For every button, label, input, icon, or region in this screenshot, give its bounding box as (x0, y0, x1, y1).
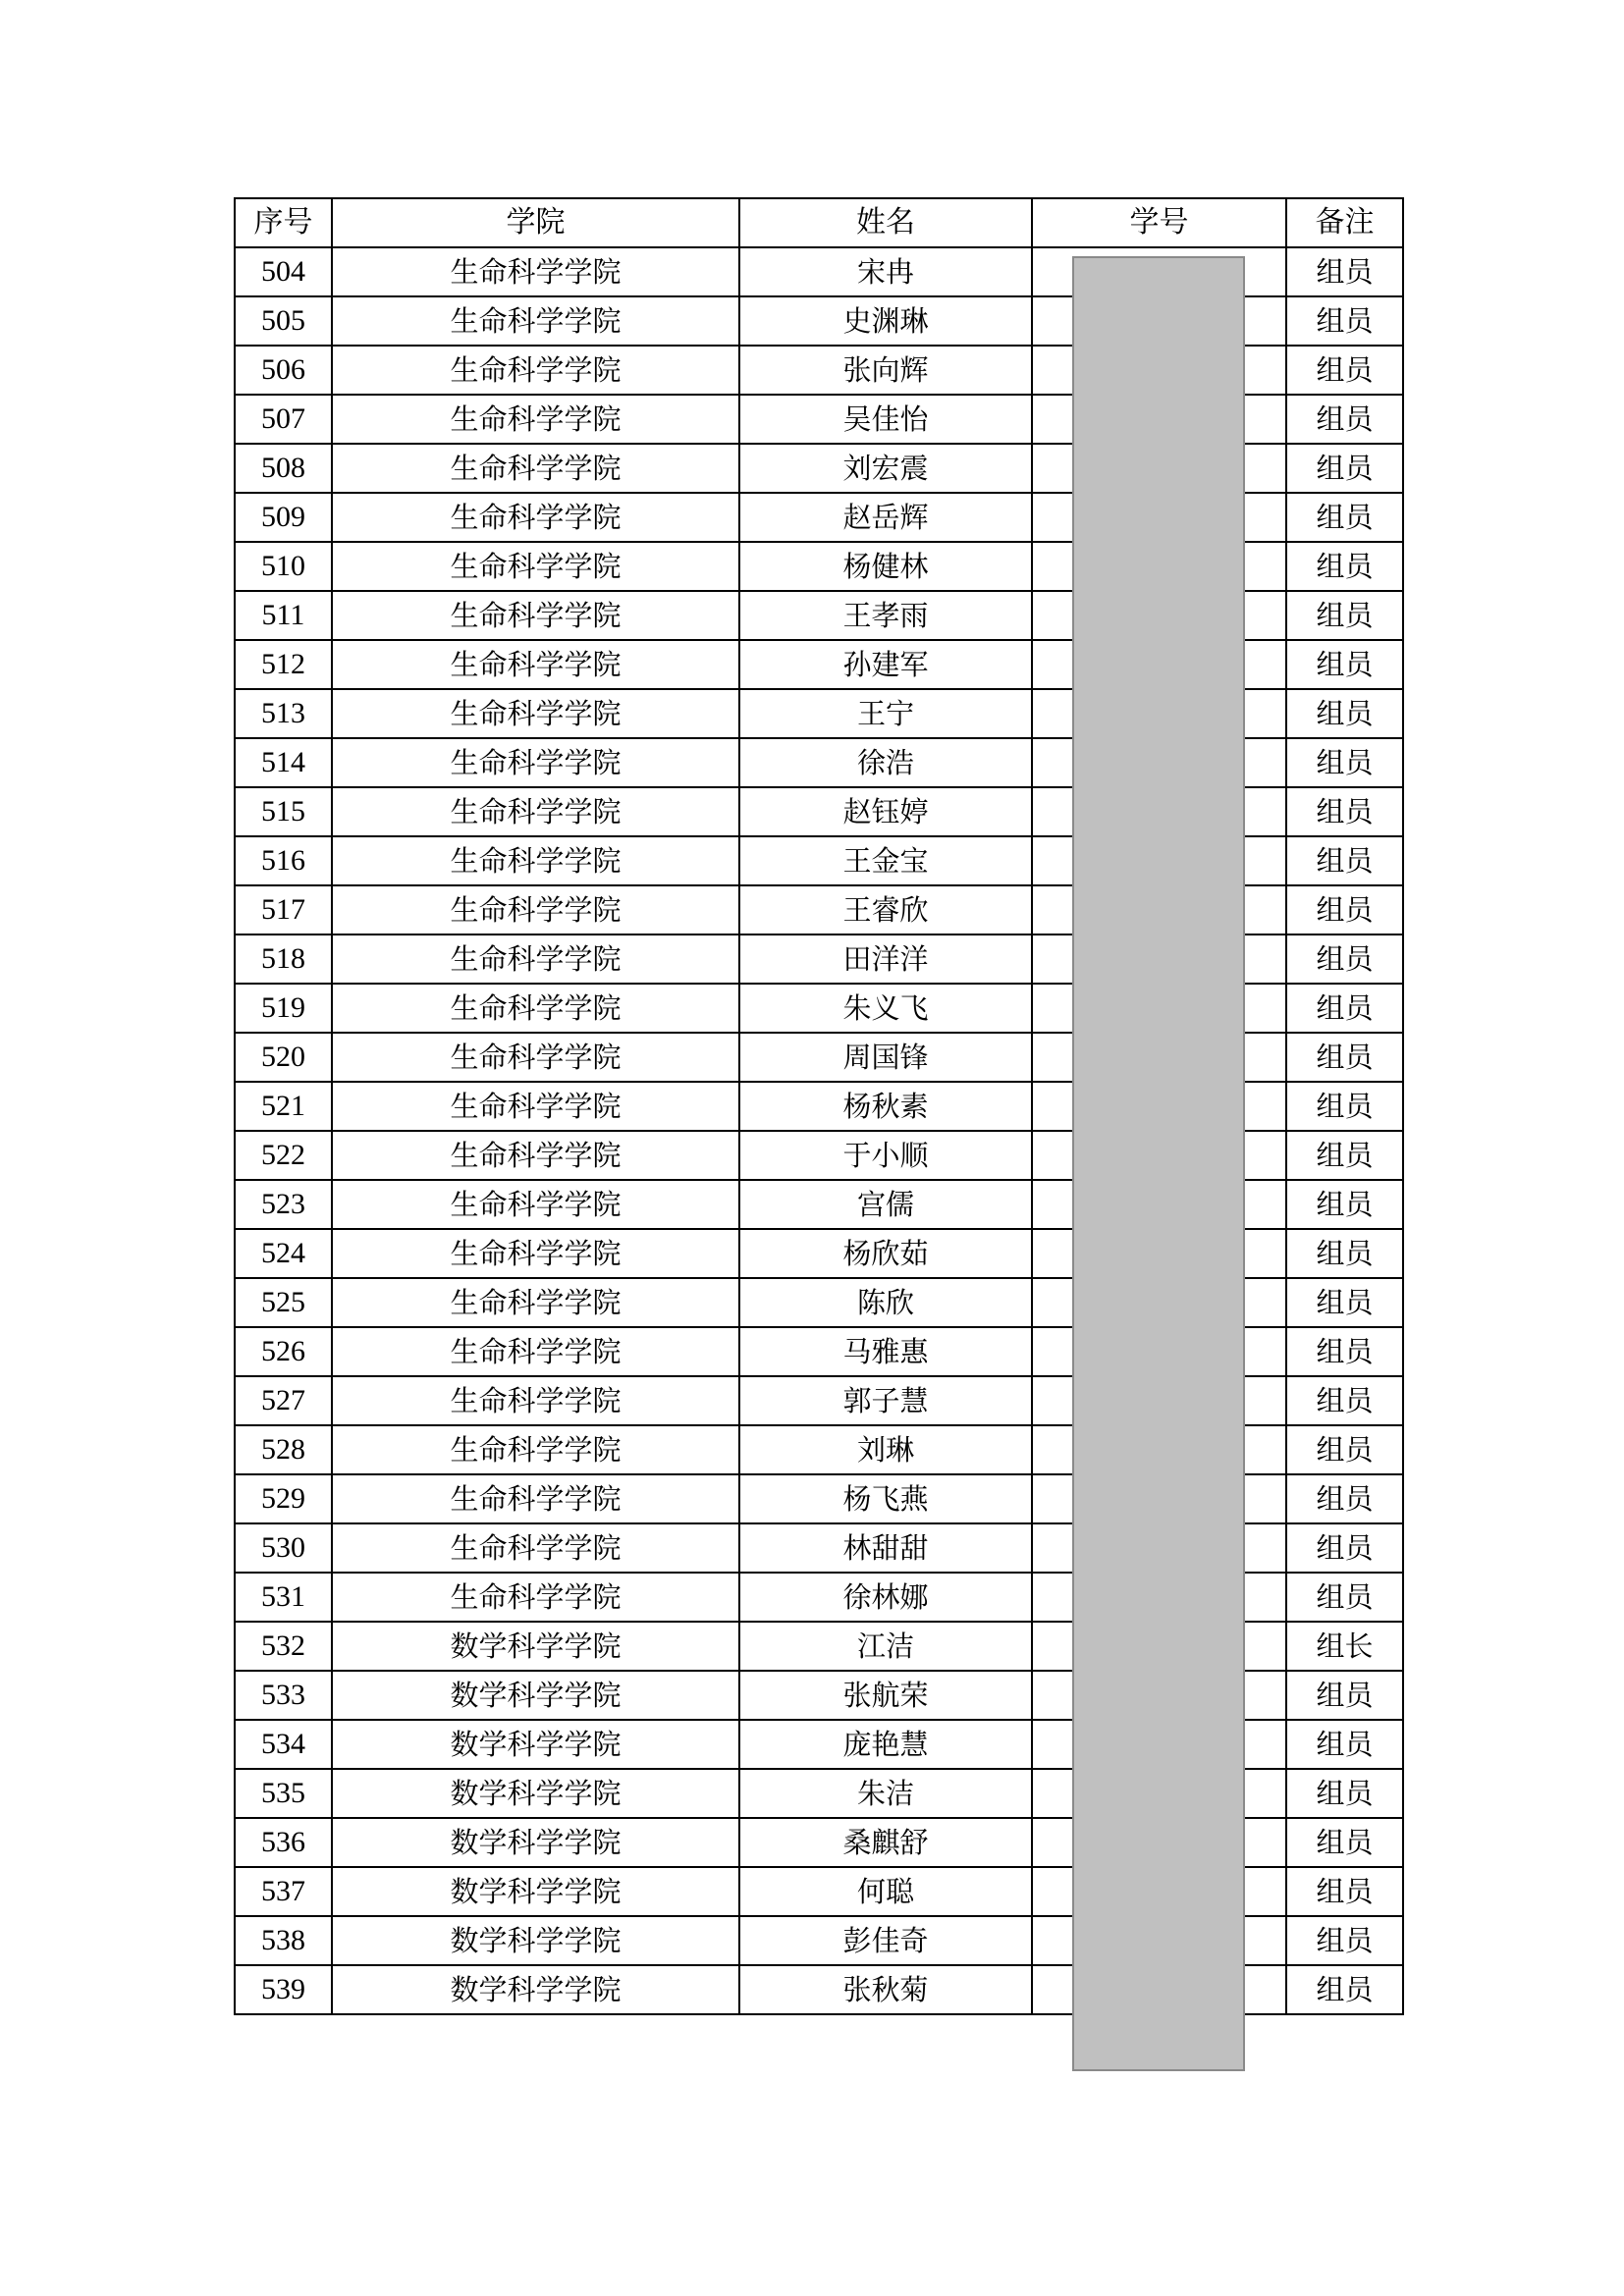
cell-seq: 522 (235, 1131, 332, 1180)
cell-seq: 505 (235, 296, 332, 346)
cell-name: 王金宝 (739, 836, 1032, 885)
cell-seq: 534 (235, 1720, 332, 1769)
cell-note: 组员 (1286, 1523, 1403, 1573)
cell-name: 庞艳慧 (739, 1720, 1032, 1769)
cell-college: 生命科学学院 (332, 1474, 739, 1523)
cell-college: 生命科学学院 (332, 1131, 739, 1180)
cell-college: 生命科学学院 (332, 444, 739, 493)
cell-college: 生命科学学院 (332, 542, 739, 591)
cell-college: 生命科学学院 (332, 836, 739, 885)
cell-note: 组员 (1286, 493, 1403, 542)
cell-seq: 504 (235, 247, 332, 296)
cell-name: 彭佳奇 (739, 1916, 1032, 1965)
cell-name: 徐林娜 (739, 1573, 1032, 1622)
cell-note: 组员 (1286, 1425, 1403, 1474)
header-student-id: 学号 (1032, 198, 1286, 247)
cell-seq: 525 (235, 1278, 332, 1327)
cell-college: 生命科学学院 (332, 1033, 739, 1082)
cell-name: 王孝雨 (739, 591, 1032, 640)
cell-note: 组员 (1286, 542, 1403, 591)
cell-name: 马雅惠 (739, 1327, 1032, 1376)
cell-seq: 524 (235, 1229, 332, 1278)
cell-seq: 529 (235, 1474, 332, 1523)
cell-college: 数学科学学院 (332, 1671, 739, 1720)
cell-name: 刘宏震 (739, 444, 1032, 493)
cell-name: 郭子慧 (739, 1376, 1032, 1425)
cell-college: 生命科学学院 (332, 787, 739, 836)
cell-note: 组员 (1286, 1720, 1403, 1769)
cell-name: 徐浩 (739, 738, 1032, 787)
cell-college: 生命科学学院 (332, 934, 739, 984)
cell-seq: 527 (235, 1376, 332, 1425)
cell-college: 数学科学学院 (332, 1720, 739, 1769)
cell-college: 生命科学学院 (332, 247, 739, 296)
header-seq: 序号 (235, 198, 332, 247)
cell-name: 刘琳 (739, 1425, 1032, 1474)
cell-note: 组员 (1286, 984, 1403, 1033)
cell-seq: 519 (235, 984, 332, 1033)
cell-note: 组员 (1286, 444, 1403, 493)
cell-name: 张向辉 (739, 346, 1032, 395)
cell-seq: 512 (235, 640, 332, 689)
cell-seq: 513 (235, 689, 332, 738)
cell-seq: 536 (235, 1818, 332, 1867)
cell-college: 生命科学学院 (332, 1376, 739, 1425)
cell-name: 杨秋素 (739, 1082, 1032, 1131)
cell-college: 生命科学学院 (332, 395, 739, 444)
cell-name: 杨飞燕 (739, 1474, 1032, 1523)
cell-seq: 508 (235, 444, 332, 493)
cell-note: 组员 (1286, 346, 1403, 395)
cell-college: 数学科学学院 (332, 1916, 739, 1965)
cell-college: 数学科学学院 (332, 1965, 739, 2014)
cell-college: 生命科学学院 (332, 1180, 739, 1229)
cell-note: 组员 (1286, 885, 1403, 934)
cell-note: 组员 (1286, 836, 1403, 885)
cell-name: 朱洁 (739, 1769, 1032, 1818)
cell-name: 孙建军 (739, 640, 1032, 689)
cell-name: 林甜甜 (739, 1523, 1032, 1573)
cell-college: 生命科学学院 (332, 1278, 739, 1327)
cell-name: 宫儒 (739, 1180, 1032, 1229)
cell-note: 组员 (1286, 1327, 1403, 1376)
cell-college: 数学科学学院 (332, 1769, 739, 1818)
cell-name: 江洁 (739, 1622, 1032, 1671)
cell-name: 杨欣茹 (739, 1229, 1032, 1278)
cell-note: 组员 (1286, 1229, 1403, 1278)
cell-name: 何聪 (739, 1867, 1032, 1916)
cell-college: 数学科学学院 (332, 1622, 739, 1671)
cell-seq: 507 (235, 395, 332, 444)
cell-note: 组员 (1286, 1278, 1403, 1327)
cell-seq: 516 (235, 836, 332, 885)
cell-seq: 539 (235, 1965, 332, 2014)
cell-seq: 514 (235, 738, 332, 787)
cell-college: 生命科学学院 (332, 1229, 739, 1278)
cell-seq: 535 (235, 1769, 332, 1818)
cell-seq: 520 (235, 1033, 332, 1082)
cell-name: 朱义飞 (739, 984, 1032, 1033)
cell-seq: 515 (235, 787, 332, 836)
cell-note: 组员 (1286, 787, 1403, 836)
cell-note: 组员 (1286, 1180, 1403, 1229)
cell-college: 生命科学学院 (332, 1523, 739, 1573)
cell-note: 组员 (1286, 1965, 1403, 2014)
cell-college: 生命科学学院 (332, 1327, 739, 1376)
cell-name: 赵岳辉 (739, 493, 1032, 542)
cell-note: 组员 (1286, 1867, 1403, 1916)
cell-note: 组员 (1286, 1131, 1403, 1180)
cell-college: 生命科学学院 (332, 296, 739, 346)
cell-name: 吴佳怡 (739, 395, 1032, 444)
cell-note: 组员 (1286, 934, 1403, 984)
cell-name: 王睿欣 (739, 885, 1032, 934)
header-row (235, 198, 1403, 247)
cell-note: 组员 (1286, 1082, 1403, 1131)
cell-college: 生命科学学院 (332, 689, 739, 738)
cell-seq: 530 (235, 1523, 332, 1573)
cell-seq: 523 (235, 1180, 332, 1229)
cell-note: 组员 (1286, 1818, 1403, 1867)
cell-seq: 518 (235, 934, 332, 984)
cell-note: 组员 (1286, 247, 1403, 296)
cell-seq: 510 (235, 542, 332, 591)
cell-seq: 532 (235, 1622, 332, 1671)
cell-college: 数学科学学院 (332, 1867, 739, 1916)
cell-seq: 511 (235, 591, 332, 640)
cell-note: 组员 (1286, 1769, 1403, 1818)
cell-name: 史渊琳 (739, 296, 1032, 346)
cell-seq: 521 (235, 1082, 332, 1131)
cell-seq: 531 (235, 1573, 332, 1622)
cell-name: 赵钰婷 (739, 787, 1032, 836)
cell-note: 组员 (1286, 689, 1403, 738)
cell-seq: 517 (235, 885, 332, 934)
cell-note: 组员 (1286, 1573, 1403, 1622)
cell-college: 生命科学学院 (332, 885, 739, 934)
cell-name: 于小顺 (739, 1131, 1032, 1180)
cell-note: 组员 (1286, 296, 1403, 346)
cell-name: 周国锋 (739, 1033, 1032, 1082)
cell-name: 杨健林 (739, 542, 1032, 591)
cell-name: 王宁 (739, 689, 1032, 738)
cell-college: 生命科学学院 (332, 493, 739, 542)
cell-seq: 538 (235, 1916, 332, 1965)
cell-seq: 528 (235, 1425, 332, 1474)
cell-seq: 526 (235, 1327, 332, 1376)
cell-note: 组员 (1286, 1033, 1403, 1082)
cell-seq: 509 (235, 493, 332, 542)
cell-college: 生命科学学院 (332, 1573, 739, 1622)
cell-college: 数学科学学院 (332, 1818, 739, 1867)
cell-college: 生命科学学院 (332, 1425, 739, 1474)
cell-college: 生命科学学院 (332, 640, 739, 689)
cell-college: 生命科学学院 (332, 346, 739, 395)
student-id-redaction-block (1072, 256, 1245, 2071)
cell-note: 组员 (1286, 1916, 1403, 1965)
header-note: 备注 (1286, 198, 1403, 247)
header-college: 学院 (332, 198, 739, 247)
cell-college: 生命科学学院 (332, 1082, 739, 1131)
cell-college: 生命科学学院 (332, 591, 739, 640)
cell-name: 宋冉 (739, 247, 1032, 296)
cell-name: 桑麒舒 (739, 1818, 1032, 1867)
header-name: 姓名 (739, 198, 1032, 247)
cell-college: 生命科学学院 (332, 738, 739, 787)
cell-name: 张航荣 (739, 1671, 1032, 1720)
cell-college: 生命科学学院 (332, 984, 739, 1033)
cell-note: 组员 (1286, 640, 1403, 689)
cell-note: 组长 (1286, 1622, 1403, 1671)
cell-seq: 533 (235, 1671, 332, 1720)
cell-name: 张秋菊 (739, 1965, 1032, 2014)
cell-note: 组员 (1286, 591, 1403, 640)
cell-seq: 537 (235, 1867, 332, 1916)
cell-note: 组员 (1286, 1376, 1403, 1425)
cell-note: 组员 (1286, 1671, 1403, 1720)
cell-name: 田洋洋 (739, 934, 1032, 984)
cell-seq: 506 (235, 346, 332, 395)
cell-name: 陈欣 (739, 1278, 1032, 1327)
cell-note: 组员 (1286, 395, 1403, 444)
cell-note: 组员 (1286, 738, 1403, 787)
cell-note: 组员 (1286, 1474, 1403, 1523)
